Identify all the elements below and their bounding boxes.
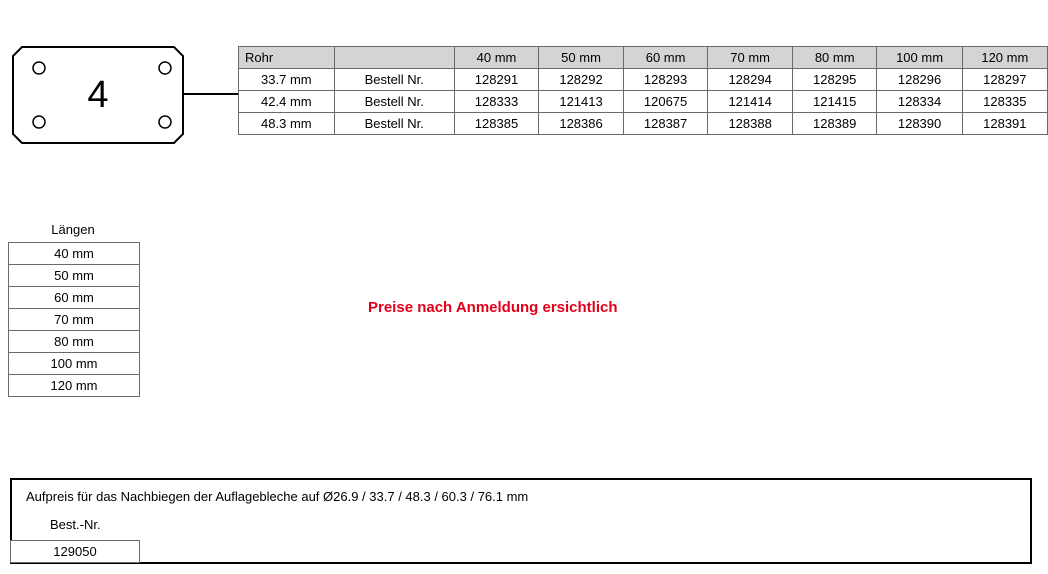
cell-order-number: 128389 [792, 113, 877, 135]
row-label: Bestell Nr. [334, 69, 454, 91]
cell-order-number: 121413 [539, 91, 624, 113]
table-row [239, 69, 1048, 91]
surcharge-table [10, 540, 140, 563]
list-item [9, 309, 140, 331]
cell-order-number: 128293 [623, 69, 708, 91]
bestnr-label: Best.-Nr. [50, 517, 101, 532]
header-100mm: 100 mm [877, 47, 962, 69]
laengen-value: 120 mm [9, 375, 140, 397]
laengen-value: 40 mm [9, 243, 140, 265]
list-item [9, 375, 140, 397]
cell-order-number: 128297 [962, 69, 1047, 91]
list-item [9, 331, 140, 353]
surcharge-box [10, 478, 1032, 564]
cell-order-number: 128291 [454, 69, 539, 91]
header-rohr: Rohr [239, 47, 335, 69]
row-label: Bestell Nr. [334, 113, 454, 135]
header-80mm: 80 mm [792, 47, 877, 69]
price-notice: Preise nach Anmeldung ersichtlich [368, 299, 618, 316]
laengen-title: Längen [51, 222, 95, 237]
cell-order-number: 128386 [539, 113, 624, 135]
row-label: Bestell Nr. [334, 91, 454, 113]
cell-order-number: 120675 [623, 91, 708, 113]
cell-order-number: 128388 [708, 113, 793, 135]
cell-order-number: 128391 [962, 113, 1047, 135]
laengen-value: 70 mm [9, 309, 140, 331]
header-40mm: 40 mm [454, 47, 539, 69]
header-60mm: 60 mm [623, 47, 708, 69]
list-item [9, 287, 140, 309]
cell-order-number: 121415 [792, 91, 877, 113]
leader-line [184, 93, 242, 95]
cell-order-number: 128385 [454, 113, 539, 135]
laengen-table [8, 242, 140, 397]
list-item [9, 265, 140, 287]
cell-order-number: 128390 [877, 113, 962, 135]
cell-order-number: 128294 [708, 69, 793, 91]
part-diagram [12, 46, 184, 144]
header-blank [334, 47, 454, 69]
table-row [239, 113, 1048, 135]
table-header-row [239, 47, 1048, 69]
cell-order-number: 128296 [877, 69, 962, 91]
surcharge-note: Aufpreis für das Nachbiegen der Auflagebleche auf Ø26.9 / 33.7 / 48.3 / 60.3 / 76.1 mm [26, 489, 529, 504]
cell-order-number: 128333 [454, 91, 539, 113]
row-size: 33.7 mm [239, 69, 335, 91]
header-70mm: 70 mm [708, 47, 793, 69]
row-size: 48.3 mm [239, 113, 335, 135]
list-item [9, 353, 140, 375]
cell-order-number: 128335 [962, 91, 1047, 113]
cell-order-number: 129050 [11, 541, 140, 563]
cell-order-number: 128334 [877, 91, 962, 113]
cell-order-number: 128295 [792, 69, 877, 91]
row-size: 42.4 mm [239, 91, 335, 113]
laengen-value: 100 mm [9, 353, 140, 375]
header-120mm: 120 mm [962, 47, 1047, 69]
cell-order-number: 128387 [623, 113, 708, 135]
cell-order-number: 128292 [539, 69, 624, 91]
list-item [9, 243, 140, 265]
laengen-value: 60 mm [9, 287, 140, 309]
rohr-table [238, 46, 1048, 135]
laengen-value: 50 mm [9, 265, 140, 287]
table-row [11, 541, 140, 563]
cell-order-number: 121414 [708, 91, 793, 113]
laengen-value: 80 mm [9, 331, 140, 353]
table-row [239, 91, 1048, 113]
header-50mm: 50 mm [539, 47, 624, 69]
part-number-label: 4 [87, 74, 109, 116]
